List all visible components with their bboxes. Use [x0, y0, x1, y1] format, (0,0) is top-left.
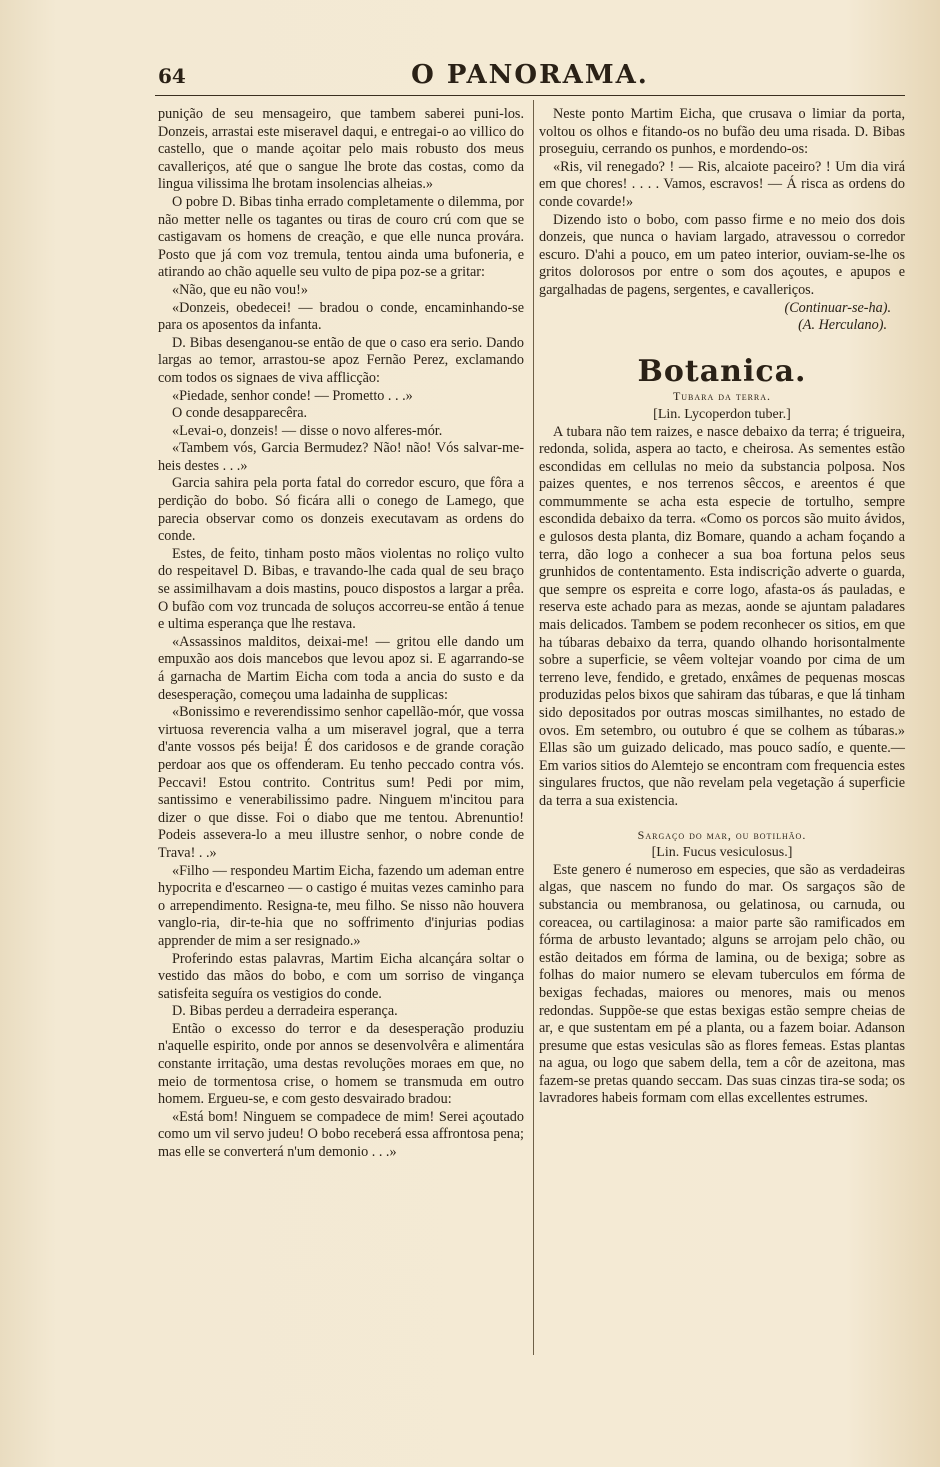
paragraph: Proferindo estas palavras, Martim Eicha alcançára soltar o vestido das mãos do bobo, e com um sorriso de vingança satisfeita seguíra os vestigios do conde. — [158, 950, 524, 1002]
author-signature: (A. Herculano). — [798, 317, 887, 334]
paragraph: Garcia sahira pela porta fatal do corredor escuro, que fôra a perdição do bobo. Só ficára alli o conego de Lamego, que parecia observar como os donzeis executavam as ordens do conde. — [158, 475, 524, 545]
page-number: 64 — [158, 64, 186, 88]
article-title: Sargaço do mar, ou botilhão. — [637, 827, 807, 842]
paragraph: «Assassinos malditos, deixai-me! — gritou elle dando um empuxão aos dois mancebos que levou apoz si. E agarrando-se á garnacha de Martim Eicha com toda a ancia do susto e da desesperação, começou uma ladainha de supplicas: — [158, 633, 524, 703]
section-heading: Botanica. — [637, 353, 807, 389]
publication-title: O PANORAMA. — [411, 60, 649, 90]
paragraph: Estes, de feito, tinham posto mãos violentas no roliço vulto do respeitavel D. Bibas, e travando-lhe cada qual de seu braço se assimilhavam a dois mastins, pouco dispostos a largar a prêa. O bufão com voz truncada de soluços accorreu-se então á tenue e ultima esperança que lhe restava. — [158, 545, 524, 633]
article-body: A tubara não tem raizes, e nasce debaixo da terra; é trigueira, redonda, solida, aspera ao tacto, e cheirosa. As sementes estão escondidas em cellulas no meio da substancia polposa. Nos paizes quentes, e nos terrenos sêccos, e areentos é que commummente se acha esta especie de tortulho, sempre escondida debaixo da terra. «Como os porcos são muito ávidos, e gulosos desta planta, diz Bomare, quando a acham foçando a terra, dão logo a conhecer a sua boa fortuna pelos seus grunhidos de contentamento. Esta indiscrição adverte o guarda, que sempre os espreita e corre logo, afasta-os ás pauladas, e reserva este achado para as mezas, aonde se ajuntam paladares mais delicados. Tambem se podem reconhecer os sitios, em que ha túbaras debaixo da terra, quando olhando horisontalmente sobre a superficie, se vêem voltejar voando por cima de um terreno leve, fendido, e gretado, enxâmes de pequenas moscas produzidas pelos bixos que sahiram das túbaras, e que lá tinham sido depositados por outras moscas similhantes, no estado de ovos. Em setembro, ou outubro é que se colhem as túbaras.» Ellas são um guizado delicado, mas pouco sadío, e quente.— Em varios sitios do Alemtejo se encontram com frequencia estes singulares fructos, que não revelam pela vegetação á superficie da terra a sua existencia. — [539, 423, 906, 809]
left-column — [158, 106, 524, 1162]
paragraph: O pobre D. Bibas tinha errado completamente o dilemma, por não metter nelle os tagantes ou tiras de couro crú com que se castigavam os homens de creação, e que elle nunca provára. Posto que já com voz tremula, tentou ainda uma bufoneria, e atirando ao chão aquelle seu vulto de pipa poz-se a gritar: — [158, 193, 524, 281]
article-body: Este genero é numeroso em especies, que são as verdadeiras algas, que nascem no fundo do mar. Os sargaços são de substancia ou membranosa, ou gelatinosa, ou carnuda, ou coreacea, ou cartilaginosa: a maior parte são ramificados em fórma de arbusto levantado; alguns se arrojam pelo chão, ou estão deitados em fórma de lamina, ou de bexiga; sobre as folhas do maior numero se elevam tuberculos em fórma de bexigas fechadas, maiores ou menores, mais ou menos redondas. Suppõe-se que estas bexigas estão sempre cheias de ar, e que sustentam em pé a planta, ou a fazem boiar. Adanson presume que estas vesiculas são as flores femeas. Estas plantas na agua, ou logo que sabem della, tem a côr de azeitona, mas fazem-se pretas quando seccam. Das suas cinzas tira-se soda; os lavradores habeis formam com ellas excellentes estrumes. — [539, 861, 905, 1107]
paragraph: «Tambem vós, Garcia Bermudez? Não! não! Vós salvar-me-heis destes . . .» — [158, 440, 524, 474]
latin-name: [Lin. Lycoperdon tuber.] — [653, 406, 791, 422]
paragraph: «Piedade, senhor conde! — Prometto . . .» — [172, 387, 413, 404]
paragraph: «Levai-o, donzeis! — disse o novo alferes-mór. — [172, 422, 443, 439]
paragraph: D. Bibas perdeu a derradeira esperança. — [172, 1003, 398, 1020]
paragraph: «Donzeis, obedecei! — bradou o conde, encaminhando-se para os aposentos da infanta. — [158, 299, 524, 334]
spacer — [539, 811, 905, 823]
header-rule — [155, 95, 905, 96]
paragraph: «Filho — respondeu Martim Eicha, fazendo um ademan entre hypocrita e d'escarneo — o castigo é muitas vezes caminho para o arrependimento. Resigna-te, meu filho. Se nisso não houvera vanglo-ria, dir-te-hia que no soffrimento d'injurias podias apprender de mim a ser resignado.» — [158, 862, 524, 949]
right-column — [539, 106, 905, 1108]
paragraph: punição de seu mensageiro, que tambem saberei puni-los. Donzeis, arrastai este miseravel daqui, e entregai-o ao villico do castello, que o mande açoitar pelo mais robusto dos meus cavalleriços, até que o sangue lhe brote das costas, como da lingua vilissima lhe brotam insolencias alheias.» — [158, 106, 524, 193]
paragraph: «Ris, vil renegado? ! — Ris, alcaiote paceiro? ! Um dia virá em que chores! . . . . Vamos, escravos! — Á risca as ordens do conde covarde!» — [539, 158, 905, 210]
paragraph: «Está bom! Ninguem se compadece de mim! Serei açoutado como um vil servo judeu! O bobo receberá essa affrontosa pena; mas elle se converterá n'um demonio . . .» — [158, 1108, 524, 1161]
column-divider — [533, 100, 534, 1355]
paragraph: «Bonissimo e reverendissimo senhor capellão-mór, que vossa virtuosa reverencia valha a um miseravel jogral, que a terra d'ante vossos pés beija! É dos caridosos e de grande coração perdoar aos que os offenderam. Eu tenho peccado contra vós. Peccavi! Estou contrito. Contritus sum! Pedi por mim, santissimo e venerabilissimo padre. Ninguem m'incitou para dizer o que disse. Foi o diabo que me tentou. Abrenuntio! Podeis assevera-lo a meu illustre senhor, o nobre conde de Trava! . .» — [158, 704, 524, 861]
paragraph: «Não, que eu não vou!» — [172, 281, 308, 298]
paragraph: D. Bibas desenganou-se então de que o caso era serio. Dando largas ao temor, arrastou-se apoz Fernão Perez, exclamando com todos os signaes de viva afflicção: — [158, 334, 524, 386]
paragraph: Dizendo isto o bobo, com passo firme e no meio dos dois donzeis, que nunca o haviam largado, atravessou o corredor escuro. D'ahi a pouco, em um pateo interior, ouviam-se-lhe os gritos dolorosos por entre o som dos açoutes, e apupos e gargalhadas de pagens, sergentes, e cavalleriços. — [539, 211, 905, 298]
paragraph: Então o excesso do terror e da desesperação produziu n'aquelle espirito, onde por annos se desenvolvêra e alimentára constante irritação, uma destas revoluções moraes em que, no meio de tormentosa crise, o homem se transmuda em outro homem. Ergueu-se, e com gesto desvairado bradou: — [158, 1020, 524, 1108]
paragraph: Neste ponto Martim Eicha, que crusava o limiar da porta, voltou os olhos e fitando-os no bufão deu uma risada. D. Bibas proseguiu, cerrando os punhos, e mordendo-os: — [539, 106, 905, 158]
paragraph: O conde desapparecêra. — [172, 405, 308, 422]
page-header — [150, 58, 910, 90]
article-title: Tubara da terra. — [672, 389, 772, 404]
latin-name: [Lin. Fucus vesiculosus.] — [651, 845, 793, 861]
continuation-note: (Continuar-se-ha). — [784, 299, 891, 316]
